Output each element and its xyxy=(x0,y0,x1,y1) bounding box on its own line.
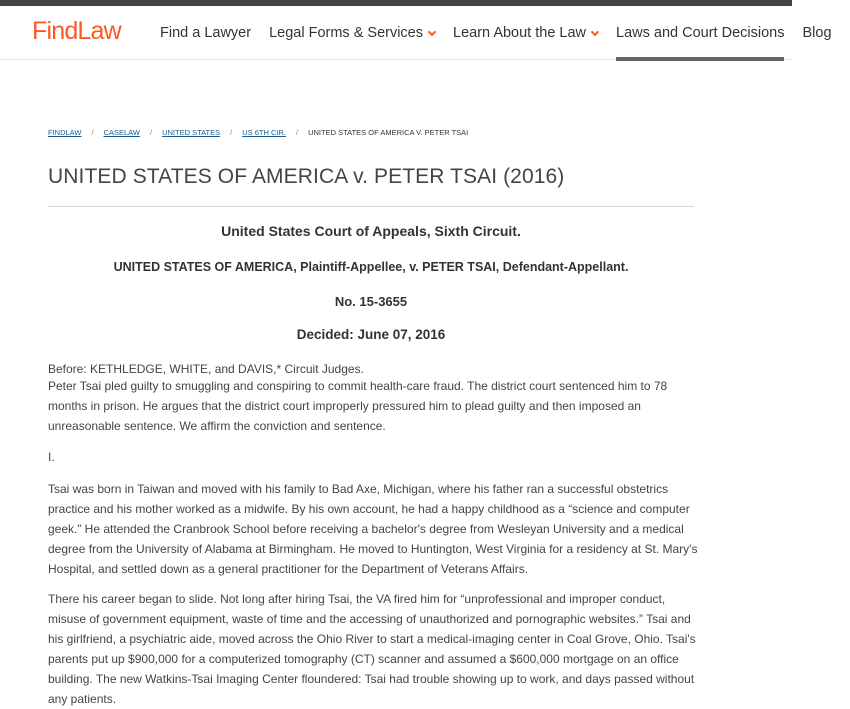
breadcrumb-findlaw[interactable]: FINDLAW xyxy=(48,128,82,137)
breadcrumb-united-states[interactable]: UNITED STATES xyxy=(162,128,221,137)
chevron-down-icon xyxy=(428,27,436,35)
section-heading: I. xyxy=(48,450,55,464)
opinion-intro: Peter Tsai pled guilty to smuggling and conspiring to commit health-care fraud. The district court sentenced him to 78 months in prison. He argues that the district court improperly pressured him to plead guilty and then imposed an unreasonable sentence. We affirm the conviction and sentence. xyxy=(48,379,668,433)
decision-date: Decided: June 07, 2016 xyxy=(296,327,446,342)
breadcrumb-separator: / xyxy=(230,128,233,137)
breadcrumb-separator: / xyxy=(91,128,94,137)
nav-find-a-lawyer[interactable] xyxy=(160,6,251,60)
title-divider xyxy=(48,206,694,207)
nav-laws-and-court-decisions[interactable] xyxy=(616,6,784,60)
docket-number: No. 15-3655 xyxy=(334,294,408,309)
case-parties: UNITED STATES OF AMERICA, Plaintiff-Appellee, v. PETER TSAI, Defendant-Appellant. xyxy=(113,260,629,274)
nav-label: Laws and Court Decisions xyxy=(616,25,785,41)
findlaw-logo[interactable]: FindLaw xyxy=(32,17,121,45)
breadcrumb-current: UNITED STATES OF AMERICA V. PETER TSAI xyxy=(308,128,469,137)
breadcrumb-caselaw[interactable]: CASELAW xyxy=(103,128,140,137)
nav-legal-forms-services[interactable] xyxy=(269,6,435,60)
nav-learn-about-the-law[interactable] xyxy=(453,6,598,60)
nav-label: Legal Forms & Services xyxy=(269,25,423,41)
court-name: United States Court of Appeals, Sixth Circuit. xyxy=(221,223,521,239)
breadcrumb xyxy=(48,128,468,137)
opinion-paragraph: Tsai was born in Taiwan and moved with his family to Bad Axe, Michigan, where his father ran a successful obstetrics practice and his mother worked as a midwife. By his own account, he had a happy childhood as a “science and computer geek.” He attended the Cranbrook School before receiving a bachelor's degree from Wesleyan University and a medical degree from the University of Alabama at Birmingham. He moved to Huntington, West Virginia for a residency at St. Mary's Hospital, and settled down as a general practitioner for the Department of Veterans Affairs. xyxy=(48,482,698,576)
breadcrumb-separator: / xyxy=(296,128,299,137)
site-header xyxy=(0,6,832,60)
breadcrumb-separator: / xyxy=(149,128,153,137)
chevron-down-icon xyxy=(591,27,599,35)
nav-label: Blog xyxy=(802,25,832,41)
nav-label: Find a Lawyer xyxy=(160,25,252,41)
opinion-paragraph: There his career began to slide. Not long after hiring Tsai, the VA fired him for “unprofessional and improper conduct, misuse of government equipment, waste of time and the accessing of unauthorized and pornographic websites.” Tsai and his girlfriend, a psychiatric aide, moved across the Ohio River to start a medical-imaging center in Coal Grove, Ohio. Tsai's parents put up $900,000 for a computerized tomography (CT) scanner and assumed a $600,000 mortgage on an office building. The new Watkins-Tsai Imaging Center floundered: Tsai had trouble showing up to work, and days passed without any patients. xyxy=(48,592,696,706)
nav-blog[interactable] xyxy=(802,6,831,60)
nav-label: Learn About the Law xyxy=(453,25,587,41)
breadcrumb-us-6th-cir[interactable]: US 6TH CIR. xyxy=(242,128,286,137)
judges-line: Before: KETHLEDGE, WHITE, and DAVIS,* Circuit Judges. xyxy=(48,362,364,376)
page-title: UNITED STATES OF AMERICA v. PETER TSAI (2016) xyxy=(48,165,565,188)
main-nav xyxy=(160,6,850,60)
